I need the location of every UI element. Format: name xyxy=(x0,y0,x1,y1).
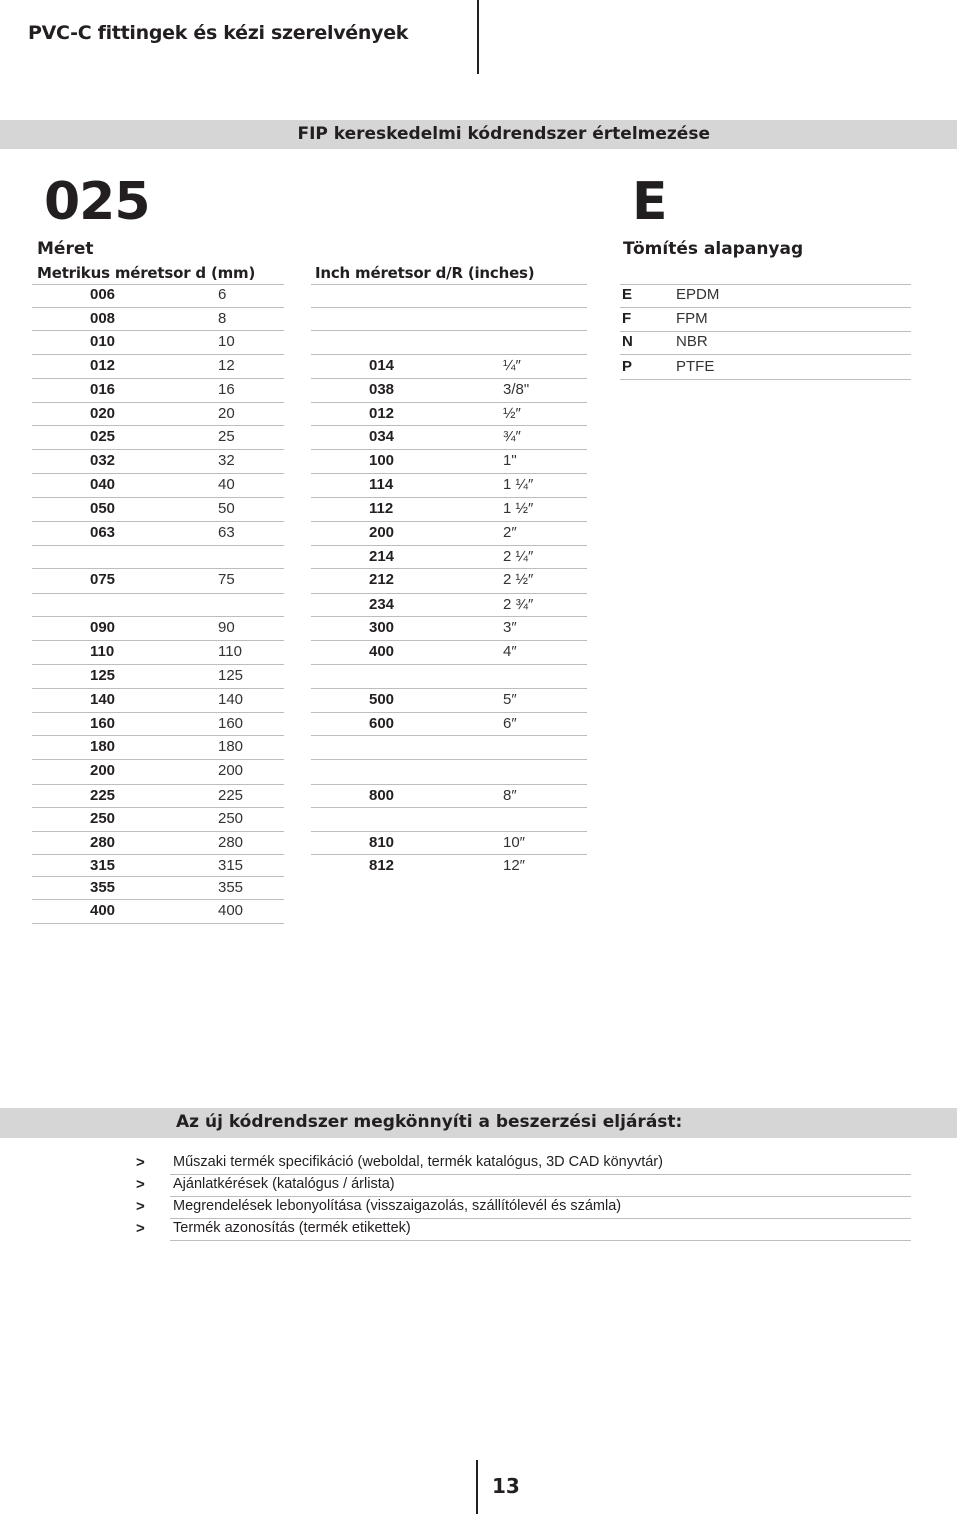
bullet-arrow: > xyxy=(136,1220,145,1237)
footer-divider xyxy=(476,1460,478,1514)
metric-value: 75 xyxy=(218,571,235,588)
metric-code: 012 xyxy=(90,357,116,374)
inch-code: 200 xyxy=(369,524,395,541)
metric-row-line xyxy=(32,664,284,665)
inch-code: 500 xyxy=(369,691,395,708)
metric-value: 40 xyxy=(218,476,235,493)
seal-material-cell: EPDM xyxy=(676,286,720,303)
inch-code: 800 xyxy=(369,787,395,804)
metric-row-line xyxy=(32,307,284,308)
metric-row-line xyxy=(32,759,284,760)
inch-value: 1 ¼″ xyxy=(503,476,534,493)
inch-row-line xyxy=(311,759,587,760)
metric-code: 006 xyxy=(90,286,116,303)
inch-value: 6″ xyxy=(503,715,517,732)
inch-row-line xyxy=(311,735,587,736)
metric-row-line xyxy=(32,568,284,569)
banner-benefits-text: Az új kódrendszer megkönnyíti a beszerzési eljárást: xyxy=(176,1112,683,1132)
metric-value: 400 xyxy=(218,902,244,919)
metric-code: 090 xyxy=(90,619,116,636)
metric-row-line xyxy=(32,616,284,617)
seal-row-line xyxy=(620,354,911,355)
benefit-row-line xyxy=(170,1240,911,1241)
metric-code: 025 xyxy=(90,428,116,445)
bullet-arrow: > xyxy=(136,1154,145,1171)
inch-code: 810 xyxy=(369,834,395,851)
inch-row-line xyxy=(311,712,587,713)
metric-value: 16 xyxy=(218,381,235,398)
inch-code: 212 xyxy=(369,571,395,588)
metric-code: 315 xyxy=(90,857,116,874)
inch-code: 012 xyxy=(369,405,395,422)
page-header-title: PVC-C fittingek és kézi szerelvények xyxy=(28,22,409,44)
inch-row-line xyxy=(311,831,587,832)
inch-code: 014 xyxy=(369,357,395,374)
inch-value: 2″ xyxy=(503,524,517,541)
inch-value: 2 ¾″ xyxy=(503,596,534,613)
metric-value: 180 xyxy=(218,738,244,755)
benefit-row-line xyxy=(170,1196,911,1197)
seal-row-line xyxy=(620,307,911,308)
inch-value: 4″ xyxy=(503,643,517,660)
metric-row-line xyxy=(32,854,284,855)
metric-code: 032 xyxy=(90,452,116,469)
inch-value: 5″ xyxy=(503,691,517,708)
seal-code-cell: N xyxy=(622,333,633,350)
benefit-item: Megrendelések lebonyolítása (visszaigazolás, szállítólevél és számla) xyxy=(173,1198,622,1214)
metric-code: 160 xyxy=(90,715,116,732)
benefit-row-line xyxy=(170,1218,911,1219)
metric-code: 140 xyxy=(90,691,116,708)
header-divider xyxy=(477,0,479,74)
seal-row-line xyxy=(620,379,911,380)
inch-row-line xyxy=(311,330,587,331)
inch-row-line xyxy=(311,616,587,617)
seal-row-line xyxy=(620,331,911,332)
metric-row-line xyxy=(32,473,284,474)
metric-code: 063 xyxy=(90,524,116,541)
inch-code: 400 xyxy=(369,643,395,660)
metric-row-line xyxy=(32,497,284,498)
benefit-item: Ajánlatkérések (katalógus / árlista) xyxy=(173,1176,395,1192)
seal-code-cell: P xyxy=(622,358,633,375)
inch-row-line xyxy=(311,688,587,689)
metric-code: 250 xyxy=(90,810,116,827)
metric-row-line xyxy=(32,876,284,877)
metric-value: 315 xyxy=(218,857,244,874)
seal-material-cell: FPM xyxy=(676,310,708,327)
seal-material-cell: PTFE xyxy=(676,358,715,375)
bullet-arrow: > xyxy=(136,1198,145,1215)
metric-value: 50 xyxy=(218,500,235,517)
inch-row-line xyxy=(311,545,587,546)
size-title: Méret xyxy=(37,239,94,259)
page-number: 13 xyxy=(492,1474,520,1498)
metric-value: 355 xyxy=(218,879,244,896)
metric-row-line xyxy=(32,449,284,450)
metric-value: 20 xyxy=(218,405,235,422)
metric-code: 200 xyxy=(90,762,116,779)
inch-row-line xyxy=(311,378,587,379)
metric-value: 25 xyxy=(218,428,235,445)
inch-series-header: Inch méretsor d/R (inches) xyxy=(315,264,535,282)
metric-row-line xyxy=(32,899,284,900)
metric-code: 355 xyxy=(90,879,116,896)
inch-code: 034 xyxy=(369,428,395,445)
inch-code: 600 xyxy=(369,715,395,732)
metric-header-line xyxy=(32,284,284,285)
inch-value: 1 ½″ xyxy=(503,500,534,517)
metric-value: 160 xyxy=(218,715,244,732)
metric-row-line xyxy=(32,831,284,832)
metric-code: 050 xyxy=(90,500,116,517)
inch-code: 100 xyxy=(369,452,395,469)
metric-row-line xyxy=(32,354,284,355)
metric-value: 8 xyxy=(218,310,227,327)
inch-value: 12″ xyxy=(503,857,525,874)
metric-row-line xyxy=(32,784,284,785)
inch-value: 2 ¼″ xyxy=(503,548,534,565)
inch-row-line xyxy=(311,425,587,426)
metric-row-line xyxy=(32,593,284,594)
inch-row-line xyxy=(311,593,587,594)
metric-row-line xyxy=(32,425,284,426)
seal-header-line xyxy=(620,284,911,285)
inch-code: 300 xyxy=(369,619,395,636)
seal-code-cell: E xyxy=(622,286,633,303)
inch-code: 214 xyxy=(369,548,395,565)
inch-value: 3″ xyxy=(503,619,517,636)
metric-code: 016 xyxy=(90,381,116,398)
inch-row-line xyxy=(311,664,587,665)
metric-row-line xyxy=(32,545,284,546)
metric-value: 225 xyxy=(218,787,244,804)
inch-code: 114 xyxy=(369,476,394,493)
metric-row-line xyxy=(32,640,284,641)
metric-value: 140 xyxy=(218,691,244,708)
metric-code: 075 xyxy=(90,571,116,588)
metric-code: 010 xyxy=(90,333,116,350)
metric-value: 200 xyxy=(218,762,244,779)
inch-value: ¾″ xyxy=(503,428,521,445)
inch-value: 8″ xyxy=(503,787,517,804)
inch-code: 038 xyxy=(369,381,395,398)
inch-value: ¼″ xyxy=(503,357,521,374)
metric-row-line xyxy=(32,330,284,331)
inch-value: 3/8" xyxy=(503,381,530,398)
inch-header-line xyxy=(311,284,587,285)
metric-value: 90 xyxy=(218,619,235,636)
bullet-arrow: > xyxy=(136,1176,145,1193)
inch-row-line xyxy=(311,568,587,569)
metric-code: 225 xyxy=(90,787,116,804)
seal-code: E xyxy=(632,172,667,232)
metric-value: 63 xyxy=(218,524,235,541)
metric-code: 008 xyxy=(90,310,116,327)
metric-code: 040 xyxy=(90,476,116,493)
metric-row-line xyxy=(32,735,284,736)
inch-row-line xyxy=(311,521,587,522)
banner-code-system-text: FIP kereskedelmi kódrendszer értelmezése xyxy=(297,124,710,144)
metric-series-header: Metrikus méretsor d (mm) xyxy=(37,264,256,282)
inch-row-line xyxy=(311,307,587,308)
inch-row-line xyxy=(311,784,587,785)
metric-code: 110 xyxy=(90,643,115,660)
metric-code: 020 xyxy=(90,405,116,422)
banner-code-system xyxy=(0,120,957,149)
metric-value: 250 xyxy=(218,810,244,827)
metric-code: 280 xyxy=(90,834,116,851)
metric-row-line xyxy=(32,688,284,689)
metric-code: 125 xyxy=(90,667,116,684)
metric-row-line xyxy=(32,712,284,713)
metric-value: 12 xyxy=(218,357,235,374)
inch-code: 234 xyxy=(369,596,395,613)
benefit-item: Műszaki termék specifikáció (weboldal, termék katalógus, 3D CAD könyvtár) xyxy=(173,1154,663,1170)
seal-code-cell: F xyxy=(622,310,632,327)
inch-row-line xyxy=(311,807,587,808)
metric-value: 125 xyxy=(218,667,244,684)
inch-row-line xyxy=(311,473,587,474)
banner-benefits xyxy=(0,1108,957,1138)
inch-code: 812 xyxy=(369,857,395,874)
benefit-row-line xyxy=(170,1174,911,1175)
inch-value: 2 ½″ xyxy=(503,571,534,588)
metric-value: 32 xyxy=(218,452,235,469)
inch-row-line xyxy=(311,497,587,498)
metric-value: 280 xyxy=(218,834,244,851)
metric-code: 180 xyxy=(90,738,116,755)
seal-title: Tömítés alapanyag xyxy=(623,239,804,259)
metric-row-line xyxy=(32,521,284,522)
size-code: 025 xyxy=(44,172,150,232)
metric-value: 10 xyxy=(218,333,235,350)
inch-value: ½″ xyxy=(503,405,521,422)
inch-value: 10″ xyxy=(503,834,525,851)
inch-row-line xyxy=(311,854,587,855)
benefit-item: Termék azonosítás (termék etikettek) xyxy=(173,1220,411,1236)
metric-row-line xyxy=(32,807,284,808)
inch-code: 112 xyxy=(369,500,394,517)
metric-row-line xyxy=(32,378,284,379)
metric-row-line xyxy=(32,923,284,924)
metric-row-line xyxy=(32,402,284,403)
inch-value: 1" xyxy=(503,452,517,469)
seal-material-cell: NBR xyxy=(676,333,708,350)
inch-row-line xyxy=(311,640,587,641)
metric-code: 400 xyxy=(90,902,116,919)
metric-value: 6 xyxy=(218,286,227,303)
inch-row-line xyxy=(311,354,587,355)
metric-value: 110 xyxy=(218,643,242,660)
inch-row-line xyxy=(311,449,587,450)
inch-row-line xyxy=(311,402,587,403)
